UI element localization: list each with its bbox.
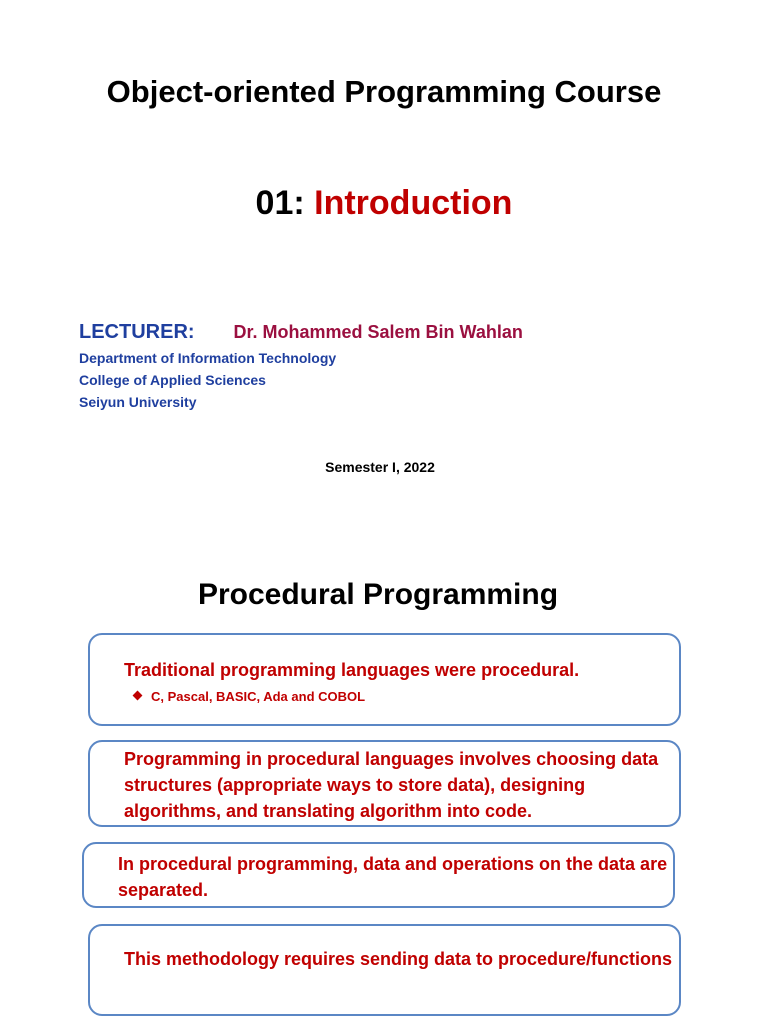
course-title: Object-oriented Programming Course [106,74,662,109]
bullet-item [134,689,365,704]
content-box [88,633,681,726]
slide-title: Procedural Programming [197,578,559,611]
semester: Semester I, 2022 [325,459,435,475]
content-box [88,740,681,827]
box-text: This methodology requires sending data to procedure/functions [124,949,673,969]
lecturer-name: Dr. Mohammed Salem Bin Wahlan [233,322,523,342]
affiliation-department: Department of Information Technology [79,350,337,366]
box-text: Traditional programming languages were procedural. [124,660,580,680]
box-text: Programming in procedural languages involves choosing data structures (appropriate ways to store data), designing algorithms, and translating algorithm into code. [124,749,659,821]
diamond-bullet-icon [133,691,143,701]
affiliation-university: Seiyun University [79,394,197,410]
content-box [88,924,681,1016]
lecture-number: 01: [255,184,305,222]
lecturer-label: LECTURER: [79,321,195,343]
lecture-name: Introduction [314,184,513,222]
content-box [82,842,675,908]
lecture-title [0,184,768,223]
bullet-text: C, Pascal, BASIC, Ada and COBOL [151,689,366,704]
box-text: In procedural programming, data and operations on the data are separated. [118,854,668,900]
affiliation-college: College of Applied Sciences [79,372,266,388]
lecturer-row [79,321,523,344]
